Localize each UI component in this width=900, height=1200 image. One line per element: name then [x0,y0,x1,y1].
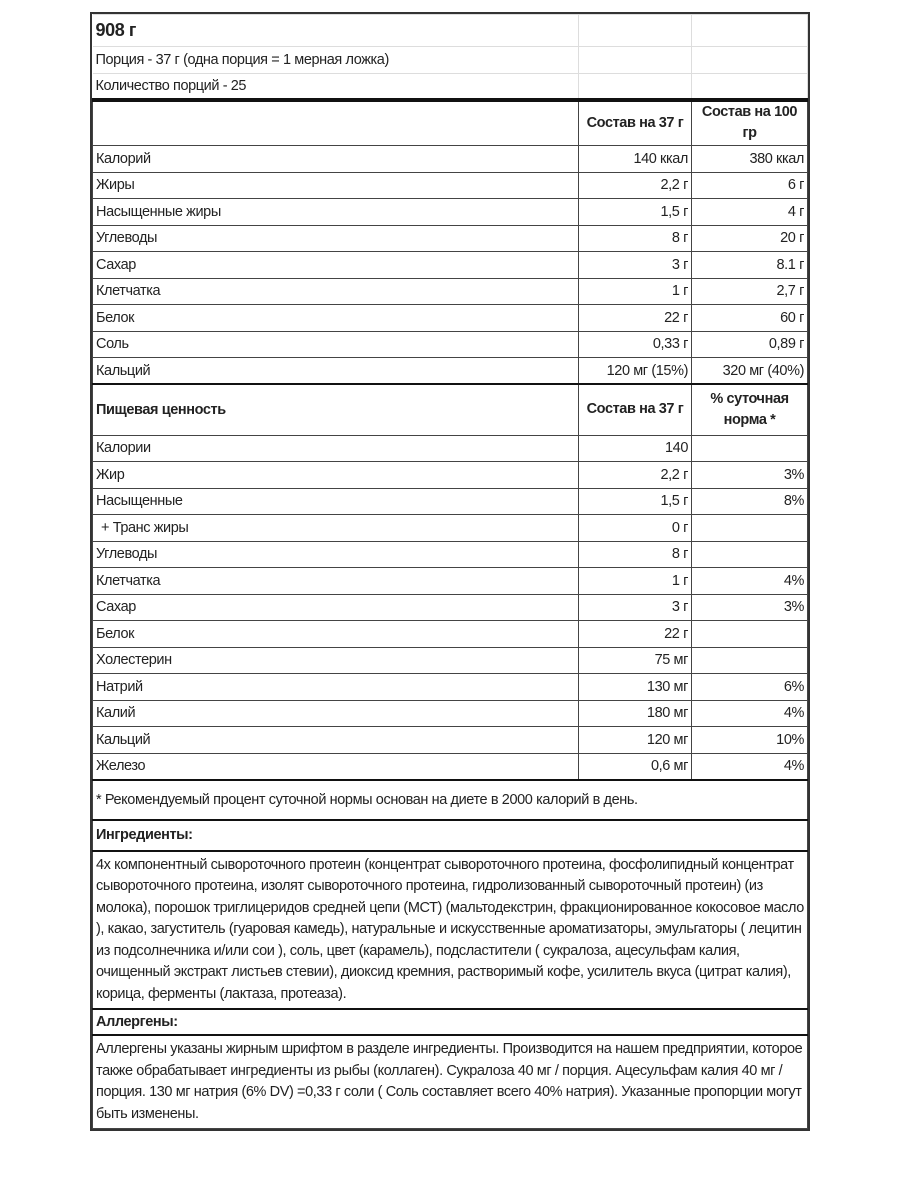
nutrition-row [93,727,808,754]
composition-row [93,172,808,199]
value-col2: 10% [692,727,808,754]
nutrition-row [93,515,808,542]
value-col2 [692,647,808,674]
value-col2: 8% [692,488,808,515]
value-col2: 0,89 г [692,331,808,358]
nutrient-name: Углеводы [93,541,579,568]
composition-row [93,331,808,358]
portion-row [93,47,808,74]
nutrition-row [93,647,808,674]
value-col1: 120 мг (15%) [579,358,692,385]
value-col1: 120 мг [579,727,692,754]
nutrition-row [93,568,808,595]
nutrient-name: + Транс жиры [93,515,579,542]
nutrition-facts-sheet [90,12,810,1131]
composition-col1-header: Состав на 37 г [579,100,692,146]
nutrient-name: Соль [93,331,579,358]
nutrient-name: Клетчатка [93,278,579,305]
composition-row [93,199,808,226]
value-col1: 2,2 г [579,462,692,489]
value-col2 [692,515,808,542]
composition-row [93,252,808,279]
composition-row [93,225,808,252]
value-col2 [692,435,808,462]
servings-count: Количество порций - 25 [93,73,579,100]
nutrition-header-row [93,384,808,435]
nutrient-name: Калории [93,435,579,462]
nutrient-name: Натрий [93,674,579,701]
nutrition-row [93,462,808,489]
product-weight: 908 г [93,15,579,47]
composition-row [93,358,808,385]
composition-row [93,146,808,173]
value-col1: 3 г [579,252,692,279]
value-col1: 1 г [579,278,692,305]
value-col2: 20 г [692,225,808,252]
nutrition-col2-header: % суточная норма * [692,384,808,435]
nutrition-row [93,435,808,462]
allergens-text: Аллергены указаны жирным шрифтом в разделе ингредиенты. Производится на нашем предприятии, которое также обрабатывает ингредиенты из рыбы (коллаген). Сукралоза 40 мг / порция. Ацесульфам калия 40 мг / порция. 130 мг натрия (6% DV) =0,33 г соли ( Соль составляет всего 40% натрия). Указанные пропорции могут быть изменены. [93,1035,808,1129]
nutrition-row [93,700,808,727]
value-col2: 8.1 г [692,252,808,279]
value-col1: 0,33 г [579,331,692,358]
ingredients-text: 4х компонентный сывороточного протеин (концентрат сывороточного протеина, фосфолипидный концентрат сывороточного протеина, изолят сывороточного протеина, гидролизованный сывороточный протеин) (из молока), порошок триглицеридов средней цепи (МСТ) (мальтодекстрин, фракционированное кокосовое масло ), какао, загуститель (гуаровая камедь), натуральные и искусственные ароматизаторы, эмульгаторы ( лецитин из подсолнечника и/или сои ), соль, цвет (карамель), подсластители ( сукралоза, ацесульфам калия, очищенный экстракт листьев стевии), диоксид кремния, растворимый кофе, усилитель вкуса (цитрат калия), корица, ферменты (лактаза, протеаза). [93,851,808,1010]
value-col2: 60 г [692,305,808,332]
nutrient-name: Сахар [93,252,579,279]
composition-row [93,278,808,305]
nutrient-name: Белок [93,305,579,332]
nutrition-row [93,594,808,621]
value-col2: 320 мг (40%) [692,358,808,385]
nutrient-name: Калий [93,700,579,727]
nutrient-name: Углеводы [93,225,579,252]
value-col1: 180 мг [579,700,692,727]
nutrient-name: Белок [93,621,579,648]
value-col2: 4 г [692,199,808,226]
value-col1: 8 г [579,225,692,252]
composition-col2-header: Состав на 100 гр [692,100,808,146]
nutrition-row [93,488,808,515]
servings-row [93,73,808,100]
value-col2: 2,7 г [692,278,808,305]
nutrition-row [93,621,808,648]
nutrient-name: Жиры [93,172,579,199]
nutrient-name: Кальций [93,358,579,385]
nutrient-name: Сахар [93,594,579,621]
value-col1: 75 мг [579,647,692,674]
value-col1: 3 г [579,594,692,621]
footnote: * Рекомендуемый процент суточной нормы основан на диете в 2000 калорий в день. [93,780,808,820]
value-col1: 0,6 мг [579,753,692,780]
value-col2: 4% [692,753,808,780]
value-col1: 140 ккал [579,146,692,173]
portion-size: Порция - 37 г (одна порция = 1 мерная ложка) [93,47,579,74]
allergens-title: Аллергены: [93,1009,808,1035]
composition-row [93,305,808,332]
nutrition-row [93,674,808,701]
nutrient-name: Насыщенные жиры [93,199,579,226]
value-col2: 3% [692,594,808,621]
nutrient-name: Холестерин [93,647,579,674]
nutrient-name: Калорий [93,146,579,173]
value-col1: 1 г [579,568,692,595]
value-col1: 22 г [579,621,692,648]
value-col2: 3% [692,462,808,489]
nutrition-row [93,541,808,568]
nutrition-col1-header: Состав на 37 г [579,384,692,435]
nutrient-name: Кальций [93,727,579,754]
nutrition-title: Пищевая ценность [93,384,579,435]
nutrient-name: Насыщенные [93,488,579,515]
composition-header-row [93,100,808,146]
value-col1: 130 мг [579,674,692,701]
value-col2: 4% [692,700,808,727]
value-col1: 140 [579,435,692,462]
weight-row [93,15,808,47]
value-col2: 6 г [692,172,808,199]
value-col1: 0 г [579,515,692,542]
ingredients-title: Ингредиенты: [93,820,808,851]
nutrient-name: Жир [93,462,579,489]
nutrient-name: Железо [93,753,579,780]
value-col2: 4% [692,568,808,595]
value-col1: 22 г [579,305,692,332]
value-col1: 8 г [579,541,692,568]
value-col1: 1,5 г [579,199,692,226]
value-col1: 2,2 г [579,172,692,199]
value-col1: 1,5 г [579,488,692,515]
value-col2: 380 ккал [692,146,808,173]
value-col2 [692,621,808,648]
value-col2 [692,541,808,568]
value-col2: 6% [692,674,808,701]
nutrition-row [93,753,808,780]
nutrition-table [92,14,808,1129]
nutrient-name: Клетчатка [93,568,579,595]
